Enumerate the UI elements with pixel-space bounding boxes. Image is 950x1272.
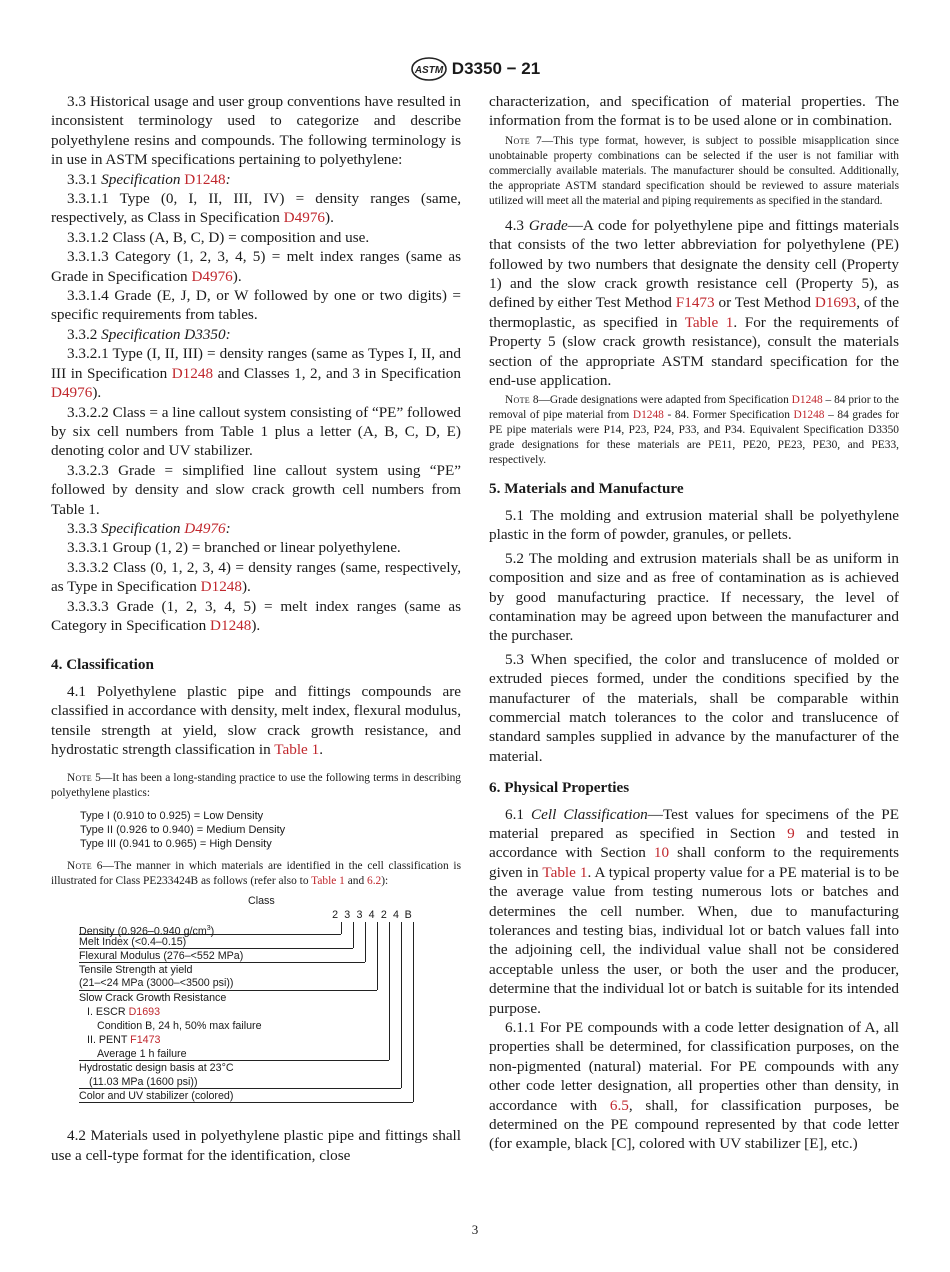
diagram-melt-index: Melt Index (<0.4–0.15) xyxy=(79,936,187,949)
para-4-3: 4.3 Grade—A code for polyethylene pipe and fittings materials that consists of the two letter abbreviation for polyethylene (PE) followed by two numbers that designate the density cell (Property 1) and the slow crack growth resistance cell (Property 5), as defined by either Test Method F1473 or Test Method D1693, of the thermoplastic, as specified in Table 1. For the requirements of Property 5 (slow crack growth resistance), consult the materials section of the appropriate ASTM standard specification for the end-use application. xyxy=(489,216,900,390)
connector-line xyxy=(377,922,378,990)
left-column xyxy=(51,92,461,1165)
diagram-escr: I. ESCR D1693 xyxy=(87,1006,161,1019)
code-digit: 3 xyxy=(344,909,351,922)
link-table-1[interactable]: Table 1 xyxy=(274,741,320,758)
diagram-class-label: Class xyxy=(248,895,275,908)
link-d1248[interactable]: D1248 xyxy=(793,409,825,422)
code-digit: 4 xyxy=(393,909,399,922)
diagram-hydrostatic-1: Hydrostatic design basis at 23°C xyxy=(79,1062,234,1075)
page-header xyxy=(0,56,950,82)
para-3-3-1-2: 3.3.1.2 Class (A, B, C, D) = composition and use. xyxy=(67,228,370,246)
link-table-1[interactable]: Table 1 xyxy=(684,313,734,331)
para-3-3-3-2: 3.3.3.2 Class (0, 1, 2, 3, 4) = density ranges (same, respectively, as Type in Specification D1248). xyxy=(51,558,461,596)
para-6-1-1: 6.1.1 For PE compounds with a code letter designation of A, all properties shall be determined, for classification purposes, on the non-pigmented (natural) material. For PE compounds with any other code letter designation, all properties other than density, in accordance with 6.5, shall, for classification purposes, be determined on the PE compound represented by that code letter (for example, black [C], colored with UV stabilizer [E], etc.) xyxy=(489,1019,899,1153)
note-6: Note 6—The manner in which materials are identified in the cell classification is illustrated for Class PE233424B as follows (refer also to Table 1 and 6.2): xyxy=(51,860,461,888)
link-f1473[interactable]: F1473 xyxy=(130,1034,161,1047)
connector-line xyxy=(401,922,402,1088)
diagram-color-uv: Color and UV stabilizer (colored) xyxy=(79,1090,234,1103)
para-6-1: 6.1 Cell Classification—Test values for specimens of the PE material prepared as specified in Section 9 and tested in accordance with Section 10 shall conform to the requirements given in Table 1. A typical property value for a PE material is to be the average value from testing numerous lots or batches and determines the cell number. When, due to manufacturing tolerances and testing bias, individual lot or batch values fall into the adjoining cell, the individual value shall not be considered acceptable unless the user, or both the user and the producer, determine that the individual lot or batch is suitable for its intended purpose. xyxy=(489,805,900,1017)
density-type-list xyxy=(80,809,461,851)
link-table-1[interactable]: Table 1 xyxy=(311,875,345,888)
document-id: D3350 − 21 xyxy=(451,59,541,78)
connector-line xyxy=(341,922,342,934)
link-section-9[interactable]: 9 xyxy=(787,824,795,842)
diagram-tensile-2: (21–<24 MPa (3000–<3500 psi)) xyxy=(79,977,234,990)
code-letter: B xyxy=(404,909,412,922)
para-3-3: 3.3 Historical usage and user group conventions have resulted in inconsistent terminology used to categorize and describe polyethylene resins and compounds. The following terminology is in use in ASTM specifications pertaining to polyethylene: xyxy=(51,93,461,169)
para-3-3-1-3: 3.3.1.3 Category (1, 2, 3, 4, 5) = melt index ranges (same as Grade in Specification D4976). xyxy=(51,248,461,285)
link-d1248[interactable]: D1248 xyxy=(184,170,226,188)
link-d4976[interactable]: D4976 xyxy=(184,519,226,537)
para-3-3-3-1: 3.3.3.1 Group (1, 2) = branched or linear polyethylene. xyxy=(67,539,401,557)
cell-classification-diagram xyxy=(51,895,461,1109)
para-3-3-1-1: 3.3.1.1 Type (0, I, II, III, IV) = density ranges (same, respectively, as Class in Specification D4976). xyxy=(51,190,461,227)
underline xyxy=(79,962,365,963)
underline xyxy=(79,1088,401,1089)
diagram-escr-condition: Condition B, 24 h, 50% max failure xyxy=(97,1020,262,1033)
underline xyxy=(79,1060,389,1061)
note-8: Note 8—Grade designations were adapted from Specification D1248 – 84 prior to the removal of pipe material from D1248 - 84. Former Specification D1248 – 84 grades for PE pipe materials were P14, P23, P24, P33, and P34. Equivalent Specification D3350 grade designations for these materials are PE11, PE20, PE23, PE30, and PE33, respectively. xyxy=(489,394,899,467)
diagram-hydrostatic-2: (11.03 MPa (1600 psi)) xyxy=(89,1076,198,1089)
para-4-2-continued: characterization, and specification of material properties. The information from the format is to be used alone or in combination. xyxy=(489,93,899,130)
diagram-pent-average: Average 1 h failure xyxy=(97,1048,187,1061)
para-5-3: 5.3 When specified, the color and translucence of molded or extruded pieces formed, under the conditions specified by the manufacturer of the materials, shall be comparable within commercial match tolerances to the color and translucence of standard samples supplied in advance by the manufacturer of the material. xyxy=(489,650,899,765)
astm-logo-icon xyxy=(410,56,448,82)
type-item: Type II (0.926 to 0.940) = Medium Density xyxy=(80,824,286,837)
para-3-3-1-4: 3.3.1.4 Grade (E, J, D, or W followed by one or two digits) = specific requirements from tables. xyxy=(51,287,461,324)
link-d1248[interactable]: D1248 xyxy=(210,616,252,634)
svg-text:ASTM: ASTM xyxy=(414,65,443,76)
para-5-1: 5.1 The molding and extrusion material shall be polyethylene plastic in the form of powder, granules, or pellets. xyxy=(489,506,899,544)
link-d1248[interactable]: D1248 xyxy=(791,394,823,407)
connector-line xyxy=(413,922,414,1102)
diagram-pent: II. PENT F1473 xyxy=(87,1034,161,1047)
para-3-3-2-1: 3.3.2.1 Type (I, II, III) = density ranges (same as Types I, II, and III in Specification D1248 and Classes 1, 2, and 3 in Specification D4976). xyxy=(51,345,461,402)
code-digit: 4 xyxy=(368,909,375,922)
underline xyxy=(79,1102,413,1103)
link-d4976[interactable]: D4976 xyxy=(51,384,93,402)
link-d4976[interactable]: D4976 xyxy=(191,267,233,285)
section-heading-classification: 4. Classification xyxy=(51,656,154,674)
note-7: Note 7—This type format, however, is subject to possible misapplication since unobtainable property combinations can be selected if the user is not familiar with commercially available materials. The manufacturer should be consulted. Additionally, the appropriate ASTM standard specification should be reviewed to assure materials utilized will meet all the material and piping requirements as specified in the standard. xyxy=(489,134,899,207)
underline xyxy=(79,990,377,991)
type-item: Type III (0.941 to 0.965) = High Density xyxy=(80,838,272,851)
code-digit: 3 xyxy=(356,909,363,922)
para-3-3-3-3: 3.3.3.3 Grade (1, 2, 3, 4, 5) = melt index ranges (same as Category in Specification D1248). xyxy=(51,597,461,634)
link-table-1[interactable]: Table 1 xyxy=(542,863,588,881)
link-d1248[interactable]: D1248 xyxy=(171,364,214,382)
diagram-slow-crack-growth: Slow Crack Growth Resistance xyxy=(79,992,227,1005)
link-d1693[interactable]: D1693 xyxy=(128,1006,161,1019)
code-digit: 2 xyxy=(380,909,387,922)
link-6-2[interactable]: 6.2 xyxy=(367,875,382,888)
para-3-3-2: 3.3.2 Specification D3350: xyxy=(67,325,231,343)
diagram-density: Density (0.926–0.940 $g/cm^3$) xyxy=(79,925,215,938)
connector-line xyxy=(389,922,390,1060)
para-3-3-2-2: 3.3.2.2 Class = a line callout system consisting of “PE” followed by six cell numbers from Table 1 plus a letter (A, B, C, D, E) denoting color and UV stabilizer. xyxy=(51,403,461,460)
para-3-3-1: 3.3.1 Specification D1248: xyxy=(67,170,231,188)
link-f1473[interactable]: F1473 xyxy=(675,294,715,312)
link-6-5[interactable]: 6.5 xyxy=(609,1096,629,1114)
para-3-3-2-3: 3.3.2.3 Grade = simplified line callout system using “PE” followed by density and slow crack growth cell numbers from Table 1. xyxy=(51,461,461,518)
link-section-10[interactable]: 10 xyxy=(653,844,670,862)
connector-line xyxy=(365,922,366,962)
diagram-tensile-1: Tensile Strength at yield xyxy=(79,964,193,977)
note-5: Note 5—It has been a long-standing practice to use the following terms in describing polyethylene plastics: xyxy=(51,772,461,800)
para-3-3-3: 3.3.3 Specification D4976: xyxy=(67,519,231,537)
page-number: 3 xyxy=(471,1222,479,1237)
diagram-class-code xyxy=(329,909,414,921)
underline xyxy=(79,948,353,949)
type-item: Type I (0.910 to 0.925) = Low Density xyxy=(80,810,264,823)
code-digit: 2 xyxy=(332,909,339,922)
link-d1693[interactable]: D1693 xyxy=(814,294,857,312)
right-column xyxy=(489,92,899,1154)
underline xyxy=(79,934,341,935)
link-d4976[interactable]: D4976 xyxy=(283,209,326,227)
para-5-2: 5.2 The molding and extrusion materials shall be as uniform in composition and size and as free of contamination as is achieved by good manufacturing practice. If necessary, the level of contamination may be agreed upon between the manufacturer and the purchaser. xyxy=(489,549,899,645)
diagram-flexural-modulus: Flexural Modulus (276–<552 MPa) xyxy=(79,950,244,963)
connector-line xyxy=(353,922,354,948)
para-4-1: 4.1 Polyethylene plastic pipe and fittings compounds are classified in accordance with density, melt index, flexural modulus, tensile strength at yield, slow crack growth resistance, and hydrostatic strength classification in Table 1. xyxy=(51,682,461,758)
section-heading-physical-properties: 6. Physical Properties xyxy=(489,779,630,797)
link-d1248[interactable]: D1248 xyxy=(200,578,242,596)
link-d1248[interactable]: D1248 xyxy=(632,409,664,422)
para-4-2: 4.2 Materials used in polyethylene plastic pipe and fittings shall use a cell-type format for the identification, close xyxy=(51,1127,461,1164)
section-heading-materials: 5. Materials and Manufacture xyxy=(489,480,684,498)
